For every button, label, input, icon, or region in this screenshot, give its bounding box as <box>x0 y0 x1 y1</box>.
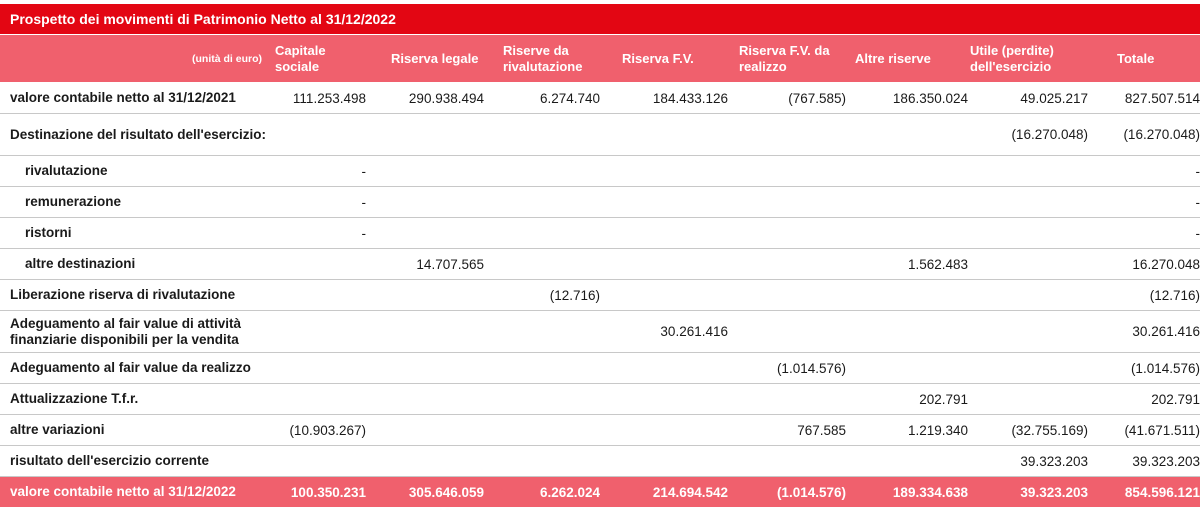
cell: 14.707.565 <box>366 249 484 280</box>
cell <box>270 249 366 280</box>
cell <box>600 156 728 187</box>
cell <box>600 415 728 446</box>
cell <box>728 218 846 249</box>
row-label: rivalutazione <box>0 156 270 187</box>
cell: 30.261.416 <box>600 311 728 353</box>
table-row <box>0 187 1200 218</box>
cell <box>270 114 366 156</box>
cell <box>366 415 484 446</box>
row-label: ristorni <box>0 218 270 249</box>
cell: 854.596.121 <box>1088 477 1200 508</box>
table-row <box>0 280 1200 311</box>
cell: (12.716) <box>1088 280 1200 311</box>
cell: (41.671.511) <box>1088 415 1200 446</box>
cell: 184.433.126 <box>600 83 728 114</box>
row-label: Liberazione riserva di rivalutazione <box>0 280 270 311</box>
row-label: altre variazioni <box>0 415 270 446</box>
cell <box>270 446 366 477</box>
table-title: Prospetto dei movimenti di Patrimonio Netto al 31/12/2022 <box>0 4 1200 34</box>
cell: 39.323.203 <box>968 477 1088 508</box>
cell <box>600 218 728 249</box>
cell <box>846 280 968 311</box>
units-label: (unità di euro) <box>192 52 262 65</box>
cell: (16.270.048) <box>1088 114 1200 156</box>
cell: 305.646.059 <box>366 477 484 508</box>
cell: 39.323.203 <box>968 446 1088 477</box>
cell <box>600 384 728 415</box>
cell: (10.903.267) <box>270 415 366 446</box>
cell <box>600 353 728 384</box>
cell <box>484 187 600 218</box>
cell <box>968 311 1088 353</box>
table-row <box>0 156 1200 187</box>
table-row-total <box>0 477 1200 508</box>
table-row <box>0 415 1200 446</box>
table-row <box>0 311 1200 353</box>
row-label: Adeguamento al fair value da realizzo <box>0 353 270 384</box>
cell: 16.270.048 <box>1088 249 1200 280</box>
cell <box>366 446 484 477</box>
col-riserva-fv-realizzo: Riserva F.V. da realizzo <box>739 42 830 74</box>
cell <box>270 353 366 384</box>
table-row <box>0 114 1200 156</box>
cell <box>600 249 728 280</box>
col-altre-riserve: Altre riserve <box>855 50 931 66</box>
cell <box>484 114 600 156</box>
row-label: valore contabile netto al 31/12/2022 <box>0 477 270 508</box>
data-table <box>0 83 1200 507</box>
cell: 202.791 <box>846 384 968 415</box>
cell: 30.261.416 <box>1088 311 1200 353</box>
col-riserva-fv: Riserva F.V. <box>622 50 694 66</box>
cell <box>846 446 968 477</box>
cell: 202.791 <box>1088 384 1200 415</box>
cell: - <box>270 218 366 249</box>
cell <box>728 156 846 187</box>
cell: (1.014.576) <box>728 353 846 384</box>
row-label: valore contabile netto al 31/12/2021 <box>0 83 270 114</box>
cell <box>484 353 600 384</box>
cell <box>366 384 484 415</box>
cell: 827.507.514 <box>1088 83 1200 114</box>
cell <box>846 187 968 218</box>
cell <box>600 446 728 477</box>
cell <box>728 311 846 353</box>
cell: - <box>1088 187 1200 218</box>
cell <box>270 280 366 311</box>
col-totale: Totale <box>1117 50 1155 66</box>
cell <box>366 187 484 218</box>
cell: 1.562.483 <box>846 249 968 280</box>
cell <box>728 280 846 311</box>
cell <box>968 156 1088 187</box>
cell <box>968 249 1088 280</box>
cell: 767.585 <box>728 415 846 446</box>
col-riserva-legale: Riserva legale <box>391 50 479 66</box>
row-label: Adeguamento al fair value di attività finanziarie disponibili per la vendita <box>0 311 270 353</box>
cell <box>600 187 728 218</box>
cell <box>484 218 600 249</box>
cell: 6.274.740 <box>484 83 600 114</box>
cell <box>366 156 484 187</box>
col-capitale-sociale: Capitale sociale <box>275 42 326 74</box>
row-label: remunerazione <box>0 187 270 218</box>
cell: (12.716) <box>484 280 600 311</box>
cell <box>366 353 484 384</box>
cell <box>968 384 1088 415</box>
cell <box>484 415 600 446</box>
cell: (767.585) <box>728 83 846 114</box>
cell: - <box>270 156 366 187</box>
cell: 189.334.638 <box>846 477 968 508</box>
col-utile-esercizio: Utile (perdite) dell'esercizio <box>970 42 1054 74</box>
cell <box>484 384 600 415</box>
cell <box>270 384 366 415</box>
cell <box>366 114 484 156</box>
cell: 49.025.217 <box>968 83 1088 114</box>
cell: (16.270.048) <box>968 114 1088 156</box>
cell: 39.323.203 <box>1088 446 1200 477</box>
cell <box>968 187 1088 218</box>
cell <box>846 311 968 353</box>
cell: 1.219.340 <box>846 415 968 446</box>
table-row <box>0 83 1200 114</box>
cell <box>600 280 728 311</box>
cell <box>728 384 846 415</box>
table-row <box>0 218 1200 249</box>
cell <box>968 280 1088 311</box>
table-row <box>0 249 1200 280</box>
cell: - <box>1088 218 1200 249</box>
cell <box>366 311 484 353</box>
row-label: risultato dell'esercizio corrente <box>0 446 270 477</box>
cell <box>484 446 600 477</box>
cell <box>846 114 968 156</box>
cell: 290.938.494 <box>366 83 484 114</box>
cell <box>366 280 484 311</box>
cell <box>846 353 968 384</box>
cell <box>728 446 846 477</box>
cell: 6.262.024 <box>484 477 600 508</box>
table-row <box>0 353 1200 384</box>
col-riserve-rivalutazione: Riserve da rivalutazione <box>503 42 583 74</box>
cell <box>968 353 1088 384</box>
cell <box>484 249 600 280</box>
row-label: Attualizzazione T.f.r. <box>0 384 270 415</box>
cell: 214.694.542 <box>600 477 728 508</box>
cell: - <box>270 187 366 218</box>
cell <box>728 249 846 280</box>
cell: 186.350.024 <box>846 83 968 114</box>
cell <box>846 218 968 249</box>
table-row <box>0 384 1200 415</box>
cell <box>728 114 846 156</box>
cell <box>484 156 600 187</box>
cell: 111.253.498 <box>270 83 366 114</box>
cell: - <box>1088 156 1200 187</box>
cell <box>968 218 1088 249</box>
row-label: Destinazione del risultato dell'esercizio: <box>0 114 270 156</box>
table-header <box>0 35 1200 82</box>
cell <box>728 187 846 218</box>
cell: 100.350.231 <box>270 477 366 508</box>
cell <box>846 156 968 187</box>
row-label: altre destinazioni <box>0 249 270 280</box>
cell: (32.755.169) <box>968 415 1088 446</box>
cell <box>484 311 600 353</box>
cell <box>270 311 366 353</box>
cell <box>366 218 484 249</box>
cell: (1.014.576) <box>728 477 846 508</box>
cell: (1.014.576) <box>1088 353 1200 384</box>
cell <box>600 114 728 156</box>
table-row <box>0 446 1200 477</box>
